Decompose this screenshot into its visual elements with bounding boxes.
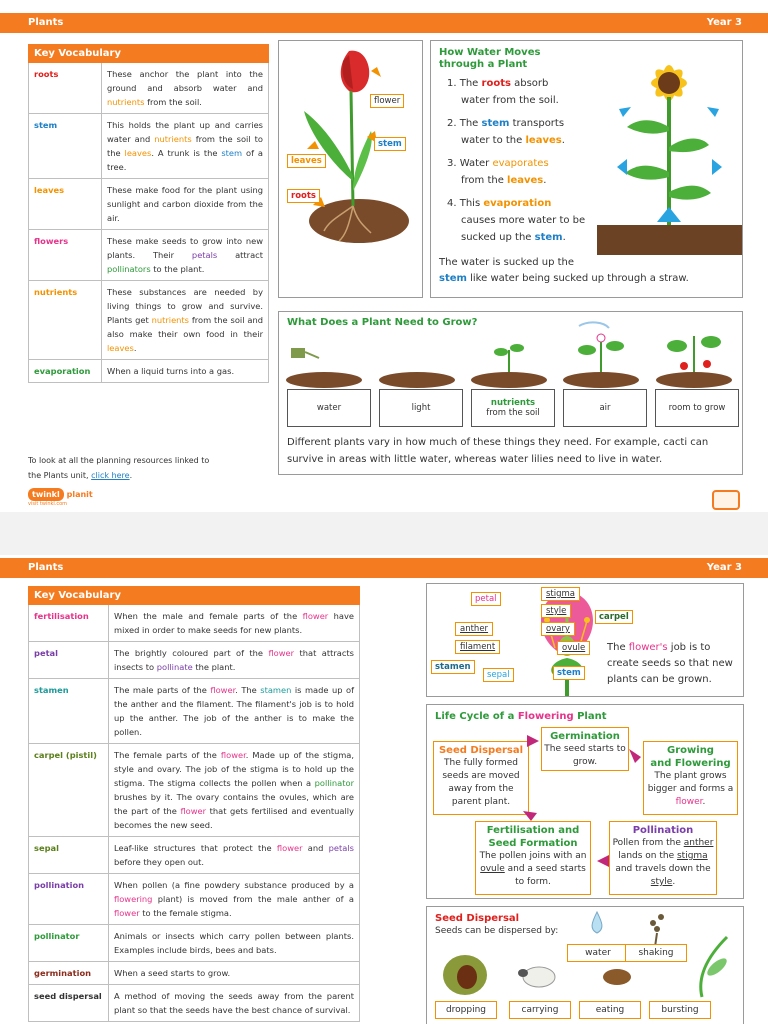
filament-label: filament <box>455 640 500 654</box>
vocab-term: fertilisation <box>29 605 109 642</box>
vocab-definition: Leaf-like structures that protect the flower and petals before they open out. <box>109 837 360 874</box>
germination-box: Germination The seed starts to grow. <box>541 727 629 771</box>
table-row <box>29 874 360 925</box>
method-carrying: carrying <box>509 1001 571 1019</box>
sunflower-illustration <box>597 47 742 257</box>
growing-box: Growing and Flowering The plant grows bigger and forms a flower. <box>643 741 738 815</box>
vocab-definition: When a liquid turns into a gas. <box>102 360 269 383</box>
twinkl-logo: twinkl planit visit twinkl.com <box>28 490 93 507</box>
list-item: 3. Water evaporates from the leaves. <box>447 158 549 186</box>
table-row <box>29 114 269 179</box>
vocab-term: stamen <box>29 679 109 744</box>
list-item: 4. This evaporation causes more water to be sucked up the stem. <box>447 198 586 243</box>
table-row <box>29 360 269 383</box>
needs-note: Different plants vary in how much of these things they need. For example, cacti can survive in areas with little water, whereas water lilies need to live in water. <box>287 437 709 465</box>
vocab-definition: The female parts of the flower. Made up of the stigma, style and ovary. The job of the stigma is to hold up the stigma. The stigma collects the pollen when a pollinator brushes by it. The ovary contains the ovules, which are the part of the flower that gets fertilised and eventually becomes the new seed. <box>109 744 360 837</box>
vocab-term: evaporation <box>29 360 102 383</box>
vocab-term: carpel (pistil) <box>29 744 109 837</box>
vocab-definition: When pollen (a fine powdery substance produced by a flowering plant) is moved from the male anther of a flower to the female stigma. <box>109 874 360 925</box>
table-row <box>29 962 360 985</box>
carpel-label: carpel <box>595 610 633 624</box>
table-row <box>29 63 269 114</box>
vocab-term: germination <box>29 962 109 985</box>
page-gap <box>0 512 768 555</box>
table-row <box>29 605 360 642</box>
seed-dispersal-title: Seed Dispersal <box>435 913 520 924</box>
dispersal-box: Seed Dispersal The fully formed seeds are moved away from the parent plant. <box>433 741 529 815</box>
vocab-definition: These substances are needed by living things to grow and survive. Plants get nutrients from the soil and also make their own food in their leaves. <box>102 281 269 360</box>
vocab-definition: The brightly coloured part of the flower that attracts insects to pollinate the plant. <box>109 642 360 679</box>
plant-needs-panel <box>278 311 743 475</box>
pollination-box: Pollination Pollen from the anther lands on the stigma and travels down the style. <box>609 821 717 895</box>
vocab-definition: These make seeds to grow into new plants. Their petals attract pollinators to the plant. <box>102 230 269 281</box>
vocab-term: flowers <box>29 230 102 281</box>
method-eating: eating <box>579 1001 641 1019</box>
page-2 <box>0 555 768 1024</box>
vocab-term: seed dispersal <box>29 985 109 1022</box>
vocab-definition: Animals or insects which carry pollen between plants. Examples include birds, bees and bats. <box>109 925 360 962</box>
table-row <box>29 642 360 679</box>
table-row <box>29 230 269 281</box>
vocab-title: Key Vocabulary <box>29 45 269 63</box>
anther-label: anther <box>455 622 493 636</box>
table-row <box>29 985 360 1022</box>
table-row <box>29 679 360 744</box>
vocab-term: nutrients <box>29 281 102 360</box>
vocab-term: pollination <box>29 874 109 925</box>
method-water: water <box>567 944 629 962</box>
page-header <box>0 558 768 578</box>
method-dropping: dropping <box>435 1001 497 1019</box>
key-vocabulary-table <box>28 44 269 383</box>
water-panel-title: How Water Moves through a Plant <box>439 47 541 70</box>
header-title: Plants <box>28 562 64 573</box>
ovule-label: ovule <box>557 641 590 655</box>
stigma-label: stigma <box>541 587 580 601</box>
table-row <box>29 925 360 962</box>
table-row <box>29 744 360 837</box>
list-item: 1. The roots absorb water from the soil. <box>447 78 559 106</box>
leaves-label: leaves <box>287 154 326 168</box>
header-year: Year 3 <box>706 17 742 28</box>
twinkl-badge-icon <box>712 490 740 510</box>
vocab-definition: When a seed starts to grow. <box>109 962 360 985</box>
stamen-label: stamen <box>431 660 475 674</box>
need-room: room to grow <box>655 389 739 427</box>
need-nutrients: nutrients from the soil <box>471 389 555 427</box>
fertilisation-box: Fertilisation and Seed Formation The pollen joins with an ovule and a seed starts to form. <box>475 821 591 895</box>
vocab-title: Key Vocabulary <box>29 587 360 605</box>
vocab-definition: These anchor the plant into the ground and absorb water and nutrients from the soil. <box>102 63 269 114</box>
click-here-link[interactable]: click here <box>91 471 130 480</box>
vocab-term: leaves <box>29 179 102 230</box>
method-shaking: shaking <box>625 944 687 962</box>
header-title: Plants <box>28 17 64 28</box>
water-steps-list <box>447 75 597 246</box>
method-bursting: bursting <box>649 1001 711 1019</box>
water-movement-panel <box>430 40 743 298</box>
flower-job-text: The flower's job is to create seeds so that new plants can be grown. <box>607 642 733 685</box>
needs-title: What Does a Plant Need to Grow? <box>287 317 478 328</box>
vocab-definition: This holds the plant up and carries water and nutrients from the soil to the leaves. A trunk is the stem of a tree. <box>102 114 269 179</box>
table-row <box>29 837 360 874</box>
page-header <box>0 13 768 33</box>
life-cycle-title: Life Cycle of a Flowering Plant <box>435 711 607 722</box>
vocab-term: stem <box>29 114 102 179</box>
need-water: water <box>287 389 371 427</box>
life-cycle-panel <box>426 704 744 899</box>
vocab-term: petal <box>29 642 109 679</box>
key-vocabulary-table <box>28 586 360 1022</box>
need-light: light <box>379 389 463 427</box>
flower-parts-panel <box>426 583 744 697</box>
style-label: style <box>541 604 571 618</box>
stem-label: stem <box>374 137 406 151</box>
seed-dispersal-subtitle: Seeds can be dispersed by: <box>435 926 559 936</box>
need-air: air <box>563 389 647 427</box>
seed-dispersal-panel <box>426 906 744 1024</box>
petal-label: petal <box>471 592 501 606</box>
roots-label: roots <box>287 189 320 203</box>
planning-note: To look at all the planning resources linked to the Plants unit, click here. <box>28 456 210 480</box>
table-row <box>29 281 269 360</box>
flower-label: flower <box>370 94 404 108</box>
list-item: 2. The stem transports water to the leaves. <box>447 118 565 146</box>
vocab-term: sepal <box>29 837 109 874</box>
stem-label: stem <box>553 666 585 680</box>
header-year: Year 3 <box>706 562 742 573</box>
plant-parts-panel <box>278 40 423 298</box>
vocab-definition: These make food for the plant using sunlight and carbon dioxide from the air. <box>102 179 269 230</box>
sepal-label: sepal <box>483 668 514 682</box>
tulip-illustration <box>279 41 424 299</box>
vocab-definition: The male parts of the flower. The stamen is made up of the anther and the filament. The filament's job is to hold up the anther. The job of the anther is to make the pollen. <box>109 679 360 744</box>
vocab-term: roots <box>29 63 102 114</box>
plant-growth-illustration <box>279 320 744 390</box>
table-row <box>29 179 269 230</box>
ovary-label: ovary <box>541 622 575 636</box>
vocab-definition: A method of moving the seeds away from the parent plant so that the seeds have the best chance of survival. <box>109 985 360 1022</box>
vocab-definition: When the male and female parts of the flower have mixed in order to make seeds for new plants. <box>109 605 360 642</box>
vocab-term: pollinator <box>29 925 109 962</box>
water-summary: The water is sucked up the stem like water being sucked up through a straw. <box>439 257 689 284</box>
